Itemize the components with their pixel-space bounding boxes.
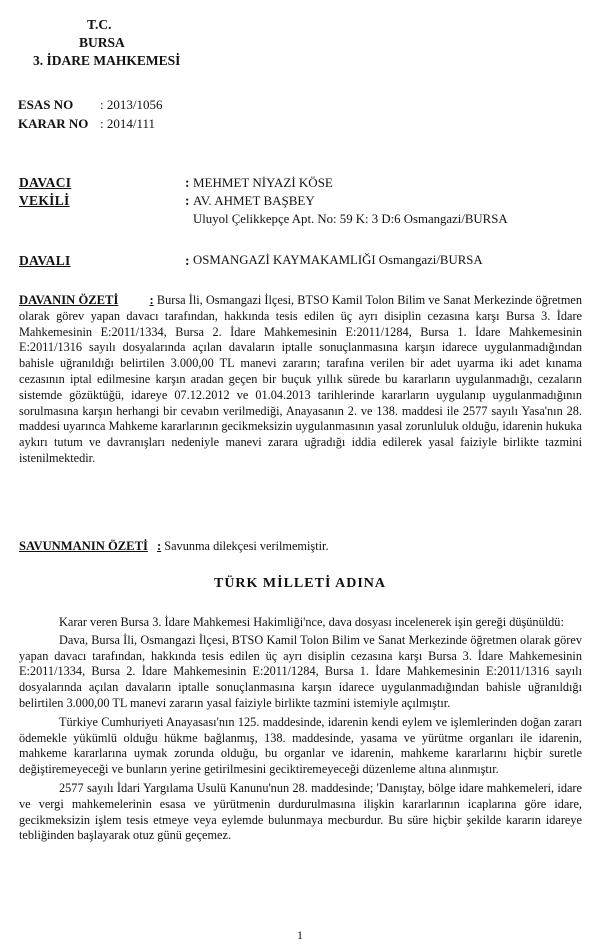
body-paragraph-4: 2577 sayılı İdari Yargılama Usulü Kanunu'nun 28. maddesinde; 'Danıştay, bölge idare mahkemeleri, idare ve vergi mahkemelerinin esasa ve yürütmenin durdurulmasına ilişkin kararlarının icaplarına göre idare, gecikmeksizin işlem tesis etmeye veya eylemde bulunmaya mecburdur. Bu süre hiçbir şekilde kararın idareye tebliğinden başlayarak otuz günü geçemez. <box>19 780 582 843</box>
header-tc: T.C. <box>87 17 112 32</box>
vekili-address: Uluyol Çelikkepçe Apt. No: 59 K: 3 D:6 Osmangazi/BURSA <box>193 212 508 226</box>
davali-value: OSMANGAZİ KAYMAKAMLIĞI Osmangazi/BURSA <box>193 253 483 267</box>
page-number: 1 <box>297 928 303 942</box>
esas-label: ESAS NO <box>18 97 74 112</box>
case-summary <box>19 293 582 467</box>
defense-text: Savunma dilekçesi verilmemiştir. <box>164 539 329 553</box>
karar-value: : 2014/111 <box>100 116 156 131</box>
body-paragraph-2: Dava, Bursa İli, Osmangazi İlçesi, BTSO Kamil Tolon Bilim ve Sanat Merkezinde öğretmen olarak görev yapan davacı tarafından, hakkında tesis edilen üç ayrı disiplin cezasına karşı Bursa 3. İdare Mahkemesinin E:2011/1334, Bursa 2. İdare Mahkemesinin E:2011/1284, Bursa 1. İdare Mahkemesinin E:2011/1316 sayılı dosyalarında açılan davaların iptalle sonuçlanmasına karşın idarece uygulanmadığından bahisle uğranıldığı belirtilen 3.000,00 TL manevi zararın yasal faiziyle birlikte tazmini istemiyle açılmıştır. <box>19 632 582 710</box>
summary-text: Bursa İli, Osmangazi İlçesi, BTSO Kamil Tolon Bilim ve Sanat Merkezinde öğretmen olarak görev yapan davacı tarafından, hakkında tesis edilen üç ayrı disiplin cezasına karşı Bursa 3. İdare Mahkemesinin E:2011/1334, Bursa 2. İdare Mahkemesinin E:2011/1284, Bursa 1. İdare Mahkemesinin E:2011/1316 sayılı dosyalarında açılan davaların iptalle sonuçlanmasına karşın idarece uygulanmadığından bahisle uğranıldığı belirtilen 3.000,00 TL manevi zararın; tarafına verilen bir adet uyarma iki adet kınama cezasının iptal edilmesine karşın aradan geçen bir buçuk yıllık sürede bu kararların uygulanmadığı, cezaların sistemde gözüktüğü, idareye 07.12.2012 ve 01.04.2013 tarihlerinde kararların uygulanıp uygulanmadığının sorulmasına karşın herhangi bir cevabın verilmediği, Anayasanın 2. ve 138. maddesi ile 2577 sayılı Yasa'nın 28. maddesi uyarınca Mahkeme kararlarının gecikmeksizin uygulanmasının yasal zorunluluk olduğu, idarenin hukuka aykırı tutum ve davranışları nedeniyle manevi zarara uğradığı iddia edilerek yasal faiziyle birlikte tazmini istenilmektedir. <box>19 293 582 465</box>
summary-label: DAVANIN ÖZETİ <box>19 293 119 307</box>
karar-row <box>18 115 155 132</box>
esas-value: : 2013/1056 <box>100 97 163 112</box>
header-city: BURSA <box>79 35 125 50</box>
defense-label: SAVUNMANIN ÖZETİ <box>19 539 148 553</box>
defense-colon: : <box>156 539 162 553</box>
verdict-title: TÜRK MİLLETİ ADINA <box>213 576 387 591</box>
summary-colon: : <box>149 293 154 307</box>
davaci-value: MEHMET NİYAZİ KÖSE <box>193 175 333 190</box>
body-paragraph-3: Türkiye Cumhuriyeti Anayasası'nın 125. maddesinde, idarenin kendi eylem ve işlemlerinden doğan zararı ödemekle yükümlü olduğu hükme bağlanmış, 138. maddesinde, yasama ve yürütme organları ile idarenin, mahkeme kararlarına uymak zorunda olduğu, bu organlar ve idarenin, mahkeme kararlarını hiçbir suretle değiştiremeyeceği ve bunların yerine getirilmesini geciktiremeyeceği düzenleme altına alınmıştır. <box>19 714 582 777</box>
vekili-value: AV. AHMET BAŞBEY <box>193 193 315 208</box>
decision-body <box>19 615 582 844</box>
defense-summary <box>19 539 582 555</box>
body-paragraph-1: Karar veren Bursa 3. İdare Mahkemesi Hakimliği'nce, dava dosyası incelenerek işin gereği düşünüldü: <box>59 615 564 629</box>
vekili-label: VEKİLİ : <box>19 193 190 208</box>
davali-label: DAVALI : <box>19 253 190 268</box>
esas-row <box>18 96 162 113</box>
karar-label: KARAR NO <box>18 116 89 131</box>
header-court: 3. İDARE MAHKEMESİ <box>33 53 181 68</box>
davaci-label: DAVACI : <box>19 175 190 190</box>
